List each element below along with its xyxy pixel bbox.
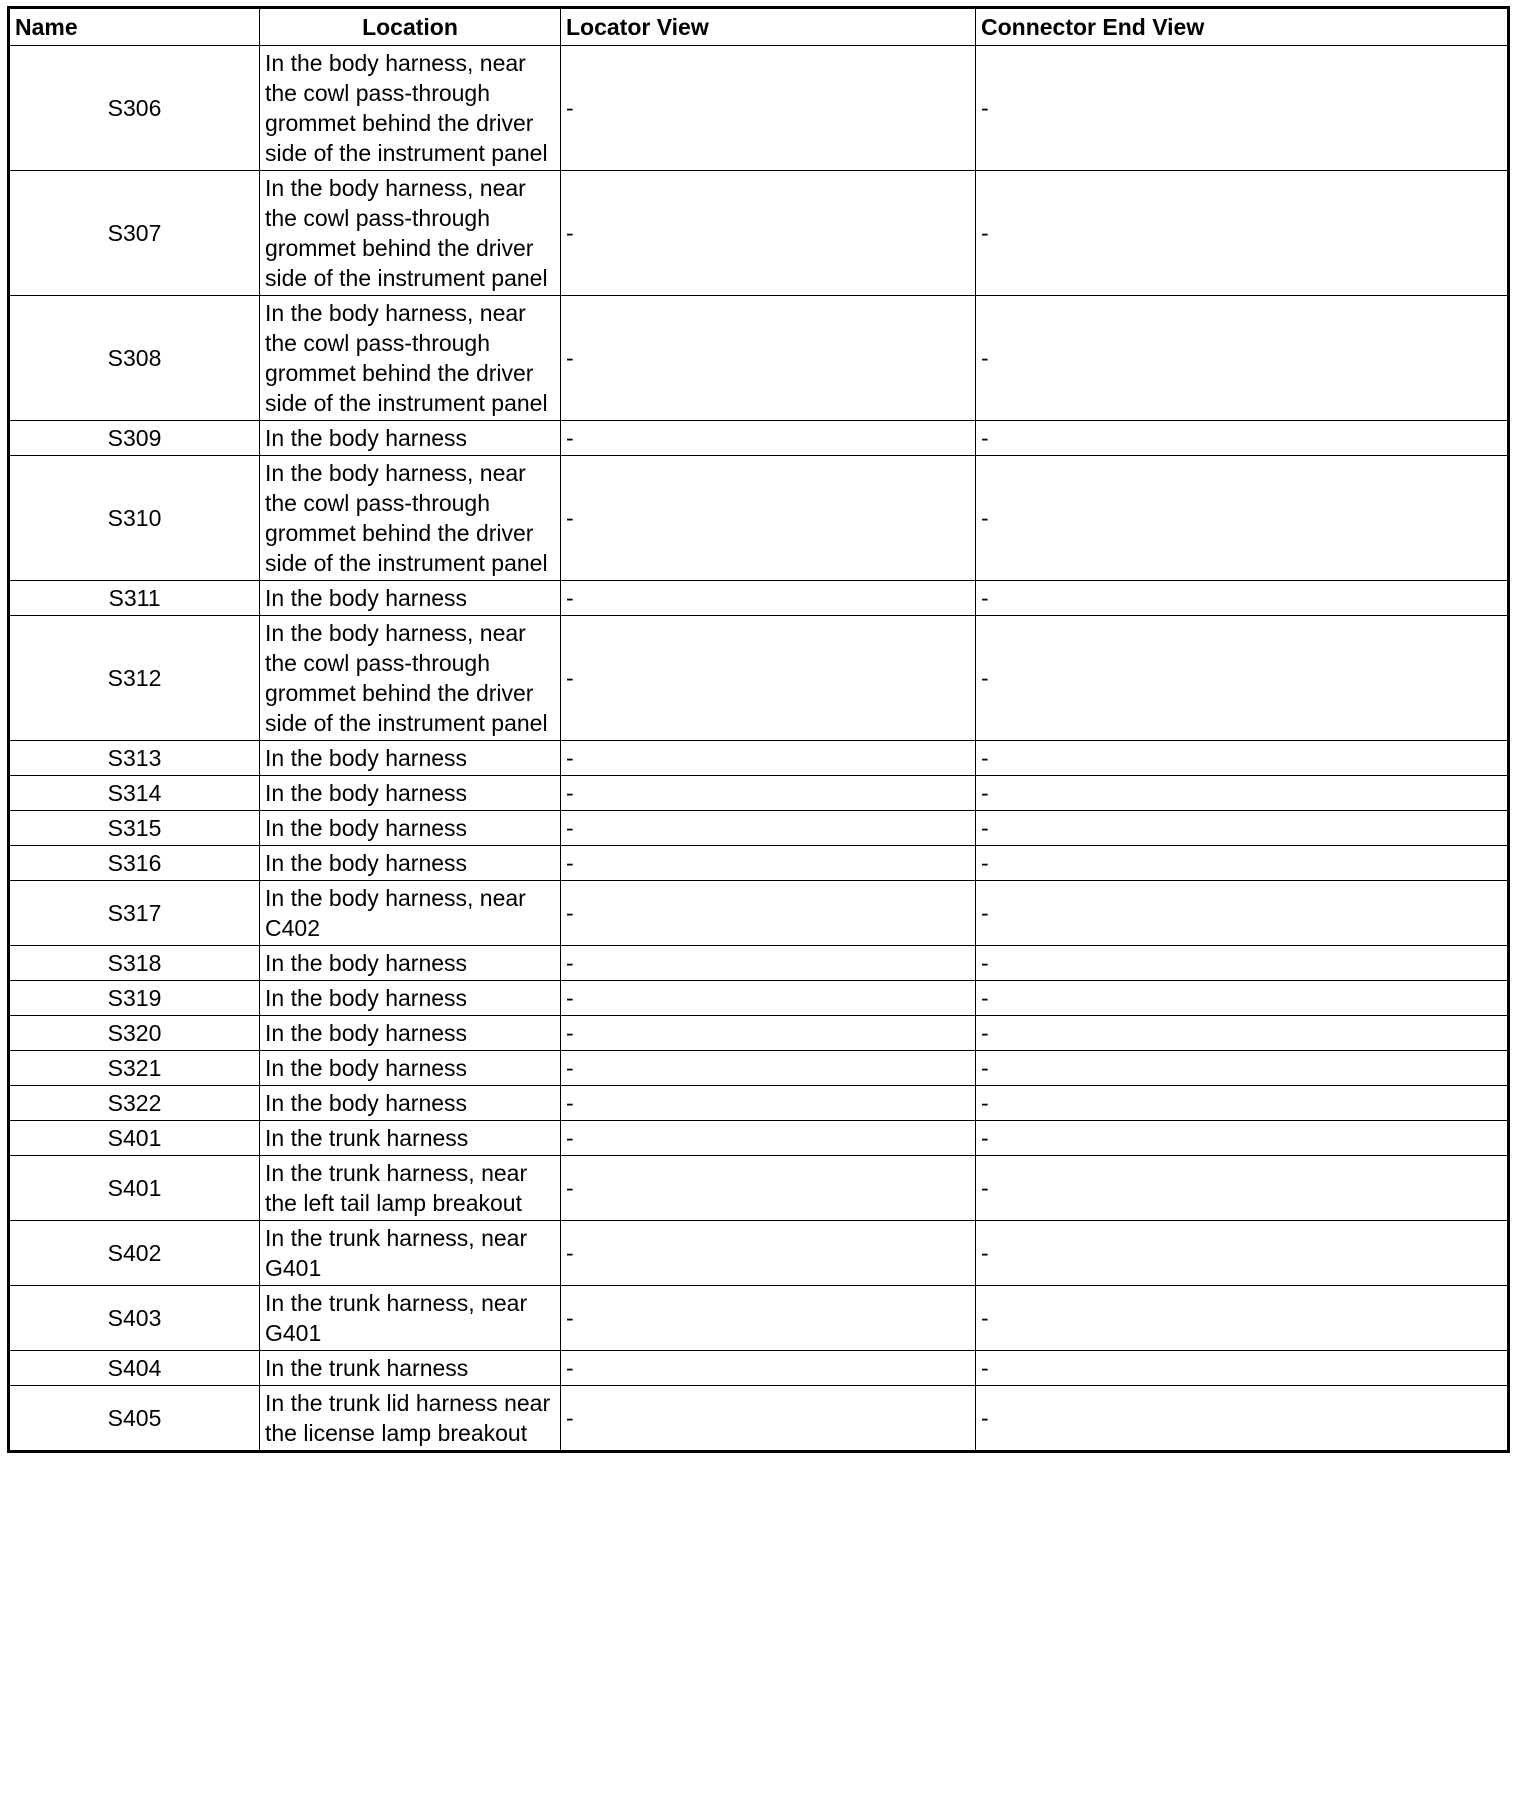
table-row xyxy=(9,846,1509,881)
table-row xyxy=(9,296,1509,421)
connector-end-view-cell: - xyxy=(976,1286,1509,1351)
name-cell: S404 xyxy=(9,1351,260,1386)
locator-view-cell: - xyxy=(561,1016,976,1051)
locator-view-cell: - xyxy=(561,46,976,171)
locator-view-cell: - xyxy=(561,296,976,421)
location-cell: In the body harness xyxy=(260,581,561,616)
connector-end-view-cell: - xyxy=(976,1221,1509,1286)
name-cell: S309 xyxy=(9,421,260,456)
table-row xyxy=(9,1286,1509,1351)
name-cell: S307 xyxy=(9,171,260,296)
table-row xyxy=(9,981,1509,1016)
locator-view-cell: - xyxy=(561,1386,976,1452)
connector-end-view-cell: - xyxy=(976,46,1509,171)
locator-view-cell: - xyxy=(561,421,976,456)
locator-view-cell: - xyxy=(561,981,976,1016)
locator-view-cell: - xyxy=(561,1351,976,1386)
location-cell: In the body harness xyxy=(260,981,561,1016)
table-row xyxy=(9,616,1509,741)
name-cell: S317 xyxy=(9,881,260,946)
table-row xyxy=(9,421,1509,456)
table-row xyxy=(9,946,1509,981)
locator-view-cell: - xyxy=(561,1286,976,1351)
table-row xyxy=(9,1086,1509,1121)
name-cell: S321 xyxy=(9,1051,260,1086)
connector-end-view-cell: - xyxy=(976,1386,1509,1452)
locator-view-cell: - xyxy=(561,616,976,741)
location-cell: In the body harness xyxy=(260,1086,561,1121)
table-row xyxy=(9,1156,1509,1221)
locator-view-cell: - xyxy=(561,1086,976,1121)
location-cell: In the body harness xyxy=(260,946,561,981)
location-cell: In the body harness, near the cowl pass-through grommet behind the driver side of the instrument panel xyxy=(260,171,561,296)
name-cell: S405 xyxy=(9,1386,260,1452)
name-cell: S314 xyxy=(9,776,260,811)
connector-end-view-cell: - xyxy=(976,1156,1509,1221)
name-cell: S310 xyxy=(9,456,260,581)
location-cell: In the body harness xyxy=(260,741,561,776)
locator-view-cell: - xyxy=(561,1121,976,1156)
locator-view-cell: - xyxy=(561,946,976,981)
location-cell: In the trunk harness, near the left tail lamp breakout xyxy=(260,1156,561,1221)
location-cell: In the body harness, near the cowl pass-through grommet behind the driver side of the instrument panel xyxy=(260,296,561,421)
connector-end-view-cell: - xyxy=(976,776,1509,811)
name-cell: S322 xyxy=(9,1086,260,1121)
location-cell: In the trunk lid harness near the license lamp breakout xyxy=(260,1386,561,1452)
location-cell: In the body harness, near C402 xyxy=(260,881,561,946)
name-cell: S313 xyxy=(9,741,260,776)
table-row xyxy=(9,1051,1509,1086)
connector-end-view-cell: - xyxy=(976,846,1509,881)
header-locator-view: Locator View xyxy=(561,8,976,46)
connector-end-view-cell: - xyxy=(976,581,1509,616)
location-cell: In the body harness, near the cowl pass-through grommet behind the driver side of the instrument panel xyxy=(260,456,561,581)
name-cell: S316 xyxy=(9,846,260,881)
table-row xyxy=(9,171,1509,296)
location-cell: In the trunk harness xyxy=(260,1121,561,1156)
table-row xyxy=(9,1121,1509,1156)
name-cell: S312 xyxy=(9,616,260,741)
table-row xyxy=(9,581,1509,616)
name-cell: S315 xyxy=(9,811,260,846)
connector-end-view-cell: - xyxy=(976,171,1509,296)
name-cell: S319 xyxy=(9,981,260,1016)
locator-view-cell: - xyxy=(561,1221,976,1286)
table-row xyxy=(9,1386,1509,1452)
connector-end-view-cell: - xyxy=(976,1121,1509,1156)
location-cell: In the body harness xyxy=(260,811,561,846)
location-cell: In the body harness xyxy=(260,1016,561,1051)
table-row xyxy=(9,1221,1509,1286)
header-connector-end-view: Connector End View xyxy=(976,8,1509,46)
table-row xyxy=(9,881,1509,946)
location-cell: In the trunk harness xyxy=(260,1351,561,1386)
connector-end-view-cell: - xyxy=(976,741,1509,776)
table-row xyxy=(9,741,1509,776)
locator-view-cell: - xyxy=(561,171,976,296)
connector-end-view-cell: - xyxy=(976,1016,1509,1051)
name-cell: S320 xyxy=(9,1016,260,1051)
name-cell: S311 xyxy=(9,581,260,616)
location-cell: In the trunk harness, near G401 xyxy=(260,1286,561,1351)
location-cell: In the body harness xyxy=(260,1051,561,1086)
locator-view-cell: - xyxy=(561,1156,976,1221)
connector-end-view-cell: - xyxy=(976,1351,1509,1386)
connector-end-view-cell: - xyxy=(976,946,1509,981)
header-location: Location xyxy=(260,8,561,46)
name-cell: S401 xyxy=(9,1121,260,1156)
connector-end-view-cell: - xyxy=(976,296,1509,421)
name-cell: S306 xyxy=(9,46,260,171)
header-name: Name xyxy=(9,8,260,46)
name-cell: S308 xyxy=(9,296,260,421)
name-cell: S318 xyxy=(9,946,260,981)
header-row xyxy=(9,8,1509,46)
locator-view-cell: - xyxy=(561,846,976,881)
connector-end-view-cell: - xyxy=(976,981,1509,1016)
connector-end-view-cell: - xyxy=(976,421,1509,456)
locator-view-cell: - xyxy=(561,741,976,776)
table-row xyxy=(9,776,1509,811)
connector-end-view-cell: - xyxy=(976,811,1509,846)
locator-view-cell: - xyxy=(561,776,976,811)
table-row xyxy=(9,1016,1509,1051)
connector-end-view-cell: - xyxy=(976,616,1509,741)
table-row xyxy=(9,1351,1509,1386)
locator-view-cell: - xyxy=(561,811,976,846)
locator-view-cell: - xyxy=(561,581,976,616)
table-row xyxy=(9,46,1509,171)
location-cell: In the body harness, near the cowl pass-through grommet behind the driver side of the instrument panel xyxy=(260,46,561,171)
name-cell: S401 xyxy=(9,1156,260,1221)
location-cell: In the trunk harness, near G401 xyxy=(260,1221,561,1286)
location-cell: In the body harness xyxy=(260,846,561,881)
splice-location-table xyxy=(7,6,1510,1453)
table-row xyxy=(9,456,1509,581)
connector-end-view-cell: - xyxy=(976,881,1509,946)
locator-view-cell: - xyxy=(561,1051,976,1086)
name-cell: S402 xyxy=(9,1221,260,1286)
connector-end-view-cell: - xyxy=(976,1086,1509,1121)
connector-end-view-cell: - xyxy=(976,456,1509,581)
location-cell: In the body harness, near the cowl pass-through grommet behind the driver side of the instrument panel xyxy=(260,616,561,741)
locator-view-cell: - xyxy=(561,456,976,581)
table-row xyxy=(9,811,1509,846)
name-cell: S403 xyxy=(9,1286,260,1351)
location-cell: In the body harness xyxy=(260,776,561,811)
location-cell: In the body harness xyxy=(260,421,561,456)
locator-view-cell: - xyxy=(561,881,976,946)
connector-end-view-cell: - xyxy=(976,1051,1509,1086)
